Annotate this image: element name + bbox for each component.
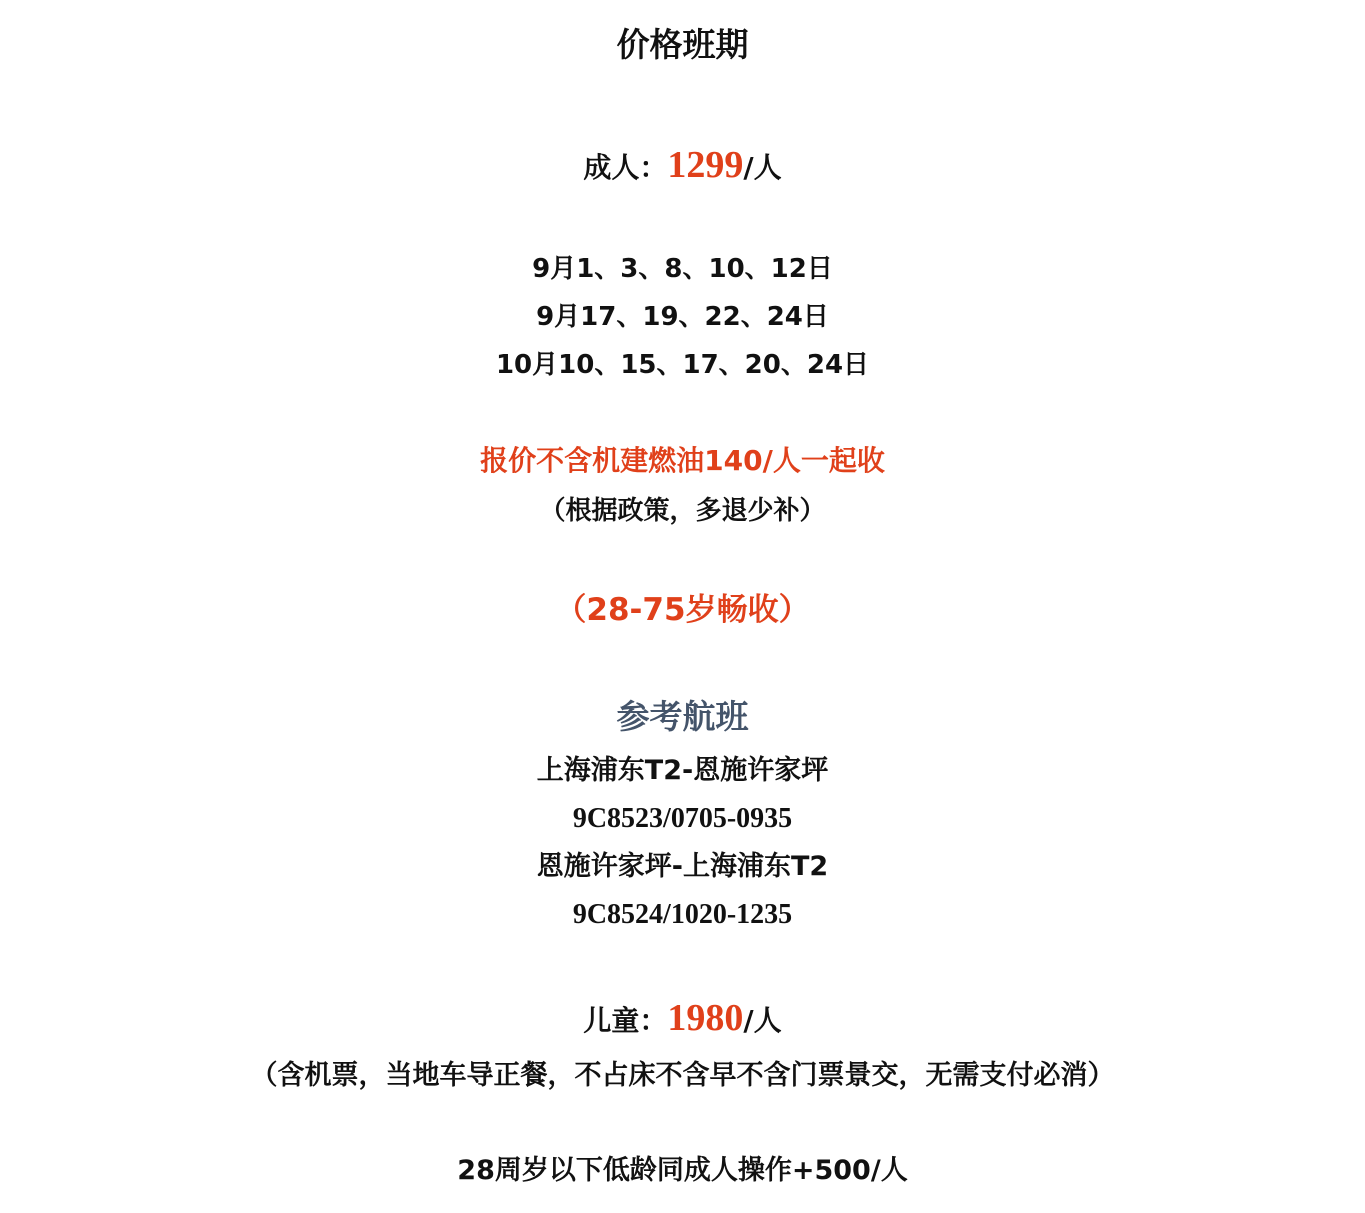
child-price-row: [0, 999, 1365, 1037]
child-price-unit: /人: [743, 1004, 782, 1037]
departure-dates-september-1: 9月1、3、8、10、12日: [532, 254, 833, 284]
departure-dates-october: 10月10、15、17、20、24日: [495, 350, 870, 380]
adult-price-label: 成人：: [583, 151, 668, 184]
child-price-value: 1980: [667, 997, 744, 1039]
adult-price-value: 1299: [667, 144, 744, 186]
return-route: 恩施许家坪-上海浦东T2: [536, 851, 829, 882]
return-flight-code: 9C8524/1020-1235: [572, 899, 793, 930]
outbound-route: 上海浦东T2-恩施许家坪: [536, 755, 829, 786]
flights-heading: 参考航班: [616, 697, 749, 736]
low-age-note: 28周岁以下低龄同成人操作+500/人: [457, 1155, 908, 1186]
page-title: 价格班期: [616, 25, 749, 64]
outbound-flight-code: 9C8523/0705-0935: [572, 803, 793, 834]
policy-note: （根据政策，多退少补）: [539, 496, 826, 526]
departure-dates-september-2: 9月17、19、22、24日: [536, 302, 829, 332]
age-range-notice: （28-75岁畅收）: [555, 592, 810, 628]
adult-price-row: [0, 146, 1365, 184]
child-price-label: 儿童：: [583, 1004, 668, 1037]
adult-price-unit: /人: [743, 151, 782, 184]
fuel-surcharge-notice: 报价不含机建燃油140/人一起收: [480, 444, 885, 477]
child-price-note: （含机票，当地车导正餐，不占床不含早不含门票景交，无需支付必消）: [250, 1060, 1115, 1091]
